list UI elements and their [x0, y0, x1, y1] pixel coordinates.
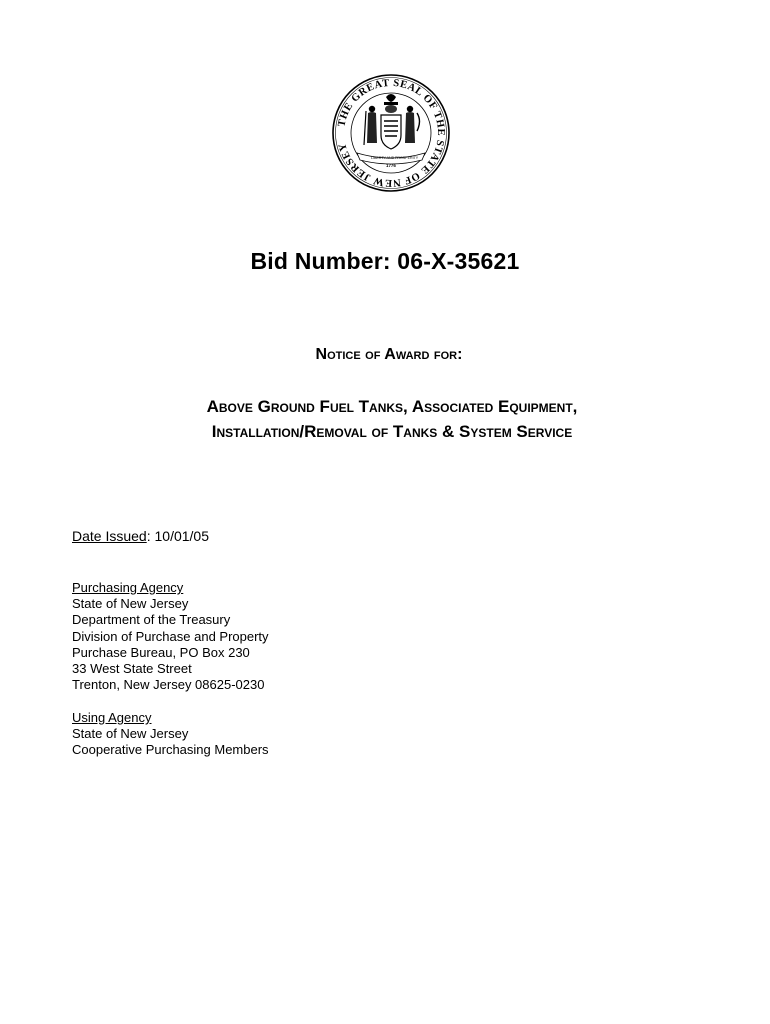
- purchasing-agency-block: [72, 580, 269, 693]
- date-issued-separator: :: [146, 528, 155, 544]
- bid-number: Bid Number: 06-X-35621: [250, 248, 520, 274]
- seal-ribbon-left: LIBERTY AND: [371, 156, 395, 160]
- seal-ring-text: THE GREAT SEAL OF THE STATE OF NEW JERSEY: [336, 77, 447, 189]
- using-agency-line: Cooperative Purchasing Members: [72, 742, 269, 758]
- award-subject-line-1: Above Ground Fuel Tanks, Associated Equipment,: [206, 397, 578, 416]
- purchasing-agency-line: Department of the Treasury: [72, 612, 231, 628]
- date-issued-label: Date Issued: [72, 528, 147, 544]
- seal-year: 1776: [386, 163, 396, 168]
- using-agency-line: State of New Jersey: [72, 726, 189, 742]
- date-issued: [72, 528, 209, 544]
- seal-ribbon-right: PROSPERITY: [395, 156, 419, 160]
- award-subject-line-2: Installation/Removal of Tanks & System Service: [211, 422, 573, 441]
- purchasing-agency-line: 33 West State Street: [72, 661, 192, 677]
- purchasing-agency-heading: Purchasing Agency: [72, 580, 184, 595]
- purchasing-agency-line: Trenton, New Jersey 08625-0230: [72, 677, 265, 693]
- date-issued-value: 10/01/05: [154, 528, 209, 544]
- using-agency-block: [72, 710, 269, 759]
- using-agency-heading: Using Agency: [72, 710, 152, 725]
- purchasing-agency-line: State of New Jersey: [72, 596, 189, 612]
- purchasing-agency-line: Purchase Bureau, PO Box 230: [72, 644, 250, 660]
- state-seal-logo: [331, 71, 451, 199]
- notice-title: Notice of Award for:: [315, 346, 463, 363]
- purchasing-agency-line: Division of Purchase and Property: [72, 628, 269, 644]
- award-subject: [0, 394, 770, 444]
